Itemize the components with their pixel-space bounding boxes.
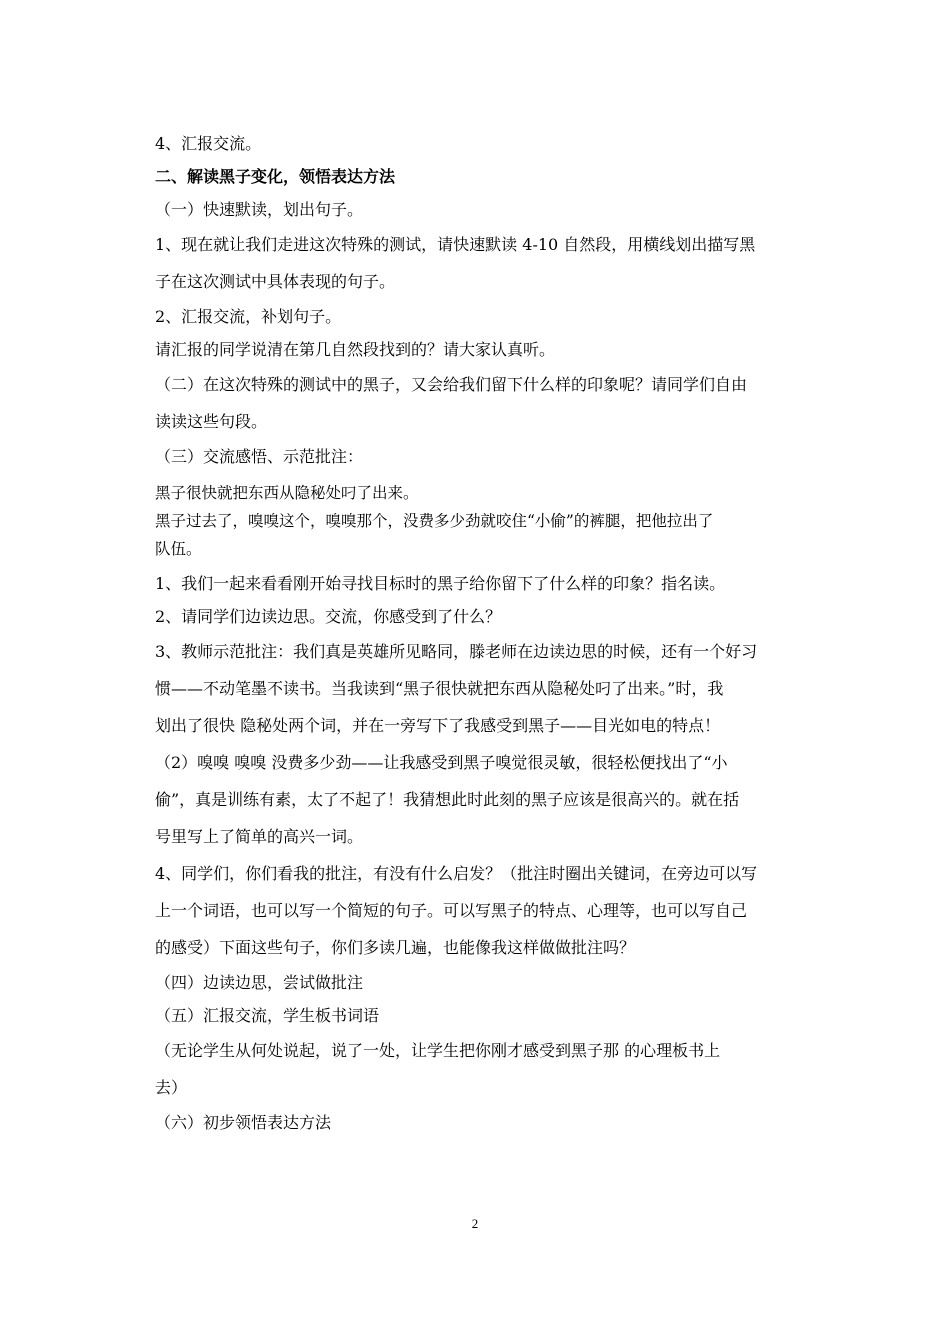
text-line: 惯——不动笔墨不读书。当我读到“黑子很快就把东西从隐秘处叼了出来。”时，我 xyxy=(155,679,724,698)
subsection-heading: （二）在这次特殊的测试中的黑子，又会给我们留下什么样的印象呢？请同学们自由 xyxy=(155,375,748,394)
text-line: 划出了很快 隐秘处两个词，并在一旁写下了我感受到黑子——目光如电的特点！ xyxy=(155,716,721,735)
text-line: 号里写上了简单的高兴一词。 xyxy=(155,827,364,846)
subsection-heading: （六）初步领悟表达方法 xyxy=(155,1113,332,1132)
text-line: 请汇报的同学说清在第几自然段找到的？请大家认真听。 xyxy=(155,340,556,359)
text-line: 4、汇报交流。 xyxy=(155,134,262,153)
page-number: 2 xyxy=(471,1216,479,1231)
text-line: 2、请同学们边读边思。交流，你感受到了什么？ xyxy=(155,607,502,626)
quoted-sentence: 黑子很快就把东西从隐秘处叼了出来。 xyxy=(155,484,419,502)
document-body xyxy=(155,127,803,1139)
text-line: 1、我们一起来看看刚开始寻找目标时的黑子给你留下了什么样的印象？指名读。 xyxy=(155,574,726,593)
quoted-sentence: 队伍。 xyxy=(155,540,202,558)
text-line: 的感受）下面这些句子，你们多读几遍，也能像我这样做做批注吗？ xyxy=(155,938,636,957)
quoted-sentence: 黑子过去了，嗅嗅这个，嗅嗅那个，没费多少劲就咬住“小偷”的裤腿，把他拉出了 xyxy=(155,512,714,530)
section-heading: 二、解读黑子变化，领悟表达方法 xyxy=(155,167,396,186)
text-line: 4、同学们，你们看我的批注，有没有什么启发？（批注时圈出关键词，在旁边可以写 xyxy=(155,864,758,883)
text-line: 2、汇报交流，补划句子。 xyxy=(155,307,342,326)
text-line: 去） xyxy=(155,1078,188,1097)
subsection-heading: （三）交流感悟、示范批注： xyxy=(155,447,364,466)
subsection-heading: （五）汇报交流，学生板书词语 xyxy=(155,1006,380,1025)
text-line: 1、现在就让我们走进这次特殊的测试，请快速默读 4-10 自然段，用横线划出描写黑 xyxy=(155,235,756,254)
text-line: 偷”，真是训练有素，太了不起了！我猜想此时此刻的黑子应该是很高兴的。就在括 xyxy=(155,790,740,809)
text-line: 3、教师示范批注：我们真是英雄所见略同，滕老师在边读边思的时候，还有一个好习 xyxy=(155,642,758,661)
text-line: 读读这些句段。 xyxy=(155,412,268,431)
text-line: 子在这次测试中具体表现的句子。 xyxy=(155,272,396,291)
text-line: 上一个词语，也可以写一个简短的句子。可以写黑子的特点、心理等，也可以写自己 xyxy=(155,901,748,920)
text-line: （2）嗅嗅 嗅嗅 没费多少劲——让我感受到黑子嗅觉很灵敏，很轻松便找出了“小 xyxy=(155,753,728,772)
subsection-heading: （一）快速默读，划出句子。 xyxy=(155,200,364,219)
text-line: （无论学生从何处说起，说了一处，让学生把你刚才感受到黑子那 的心理板书上 xyxy=(155,1041,721,1060)
subsection-heading: （四）边读边思，尝试做批注 xyxy=(155,973,364,992)
